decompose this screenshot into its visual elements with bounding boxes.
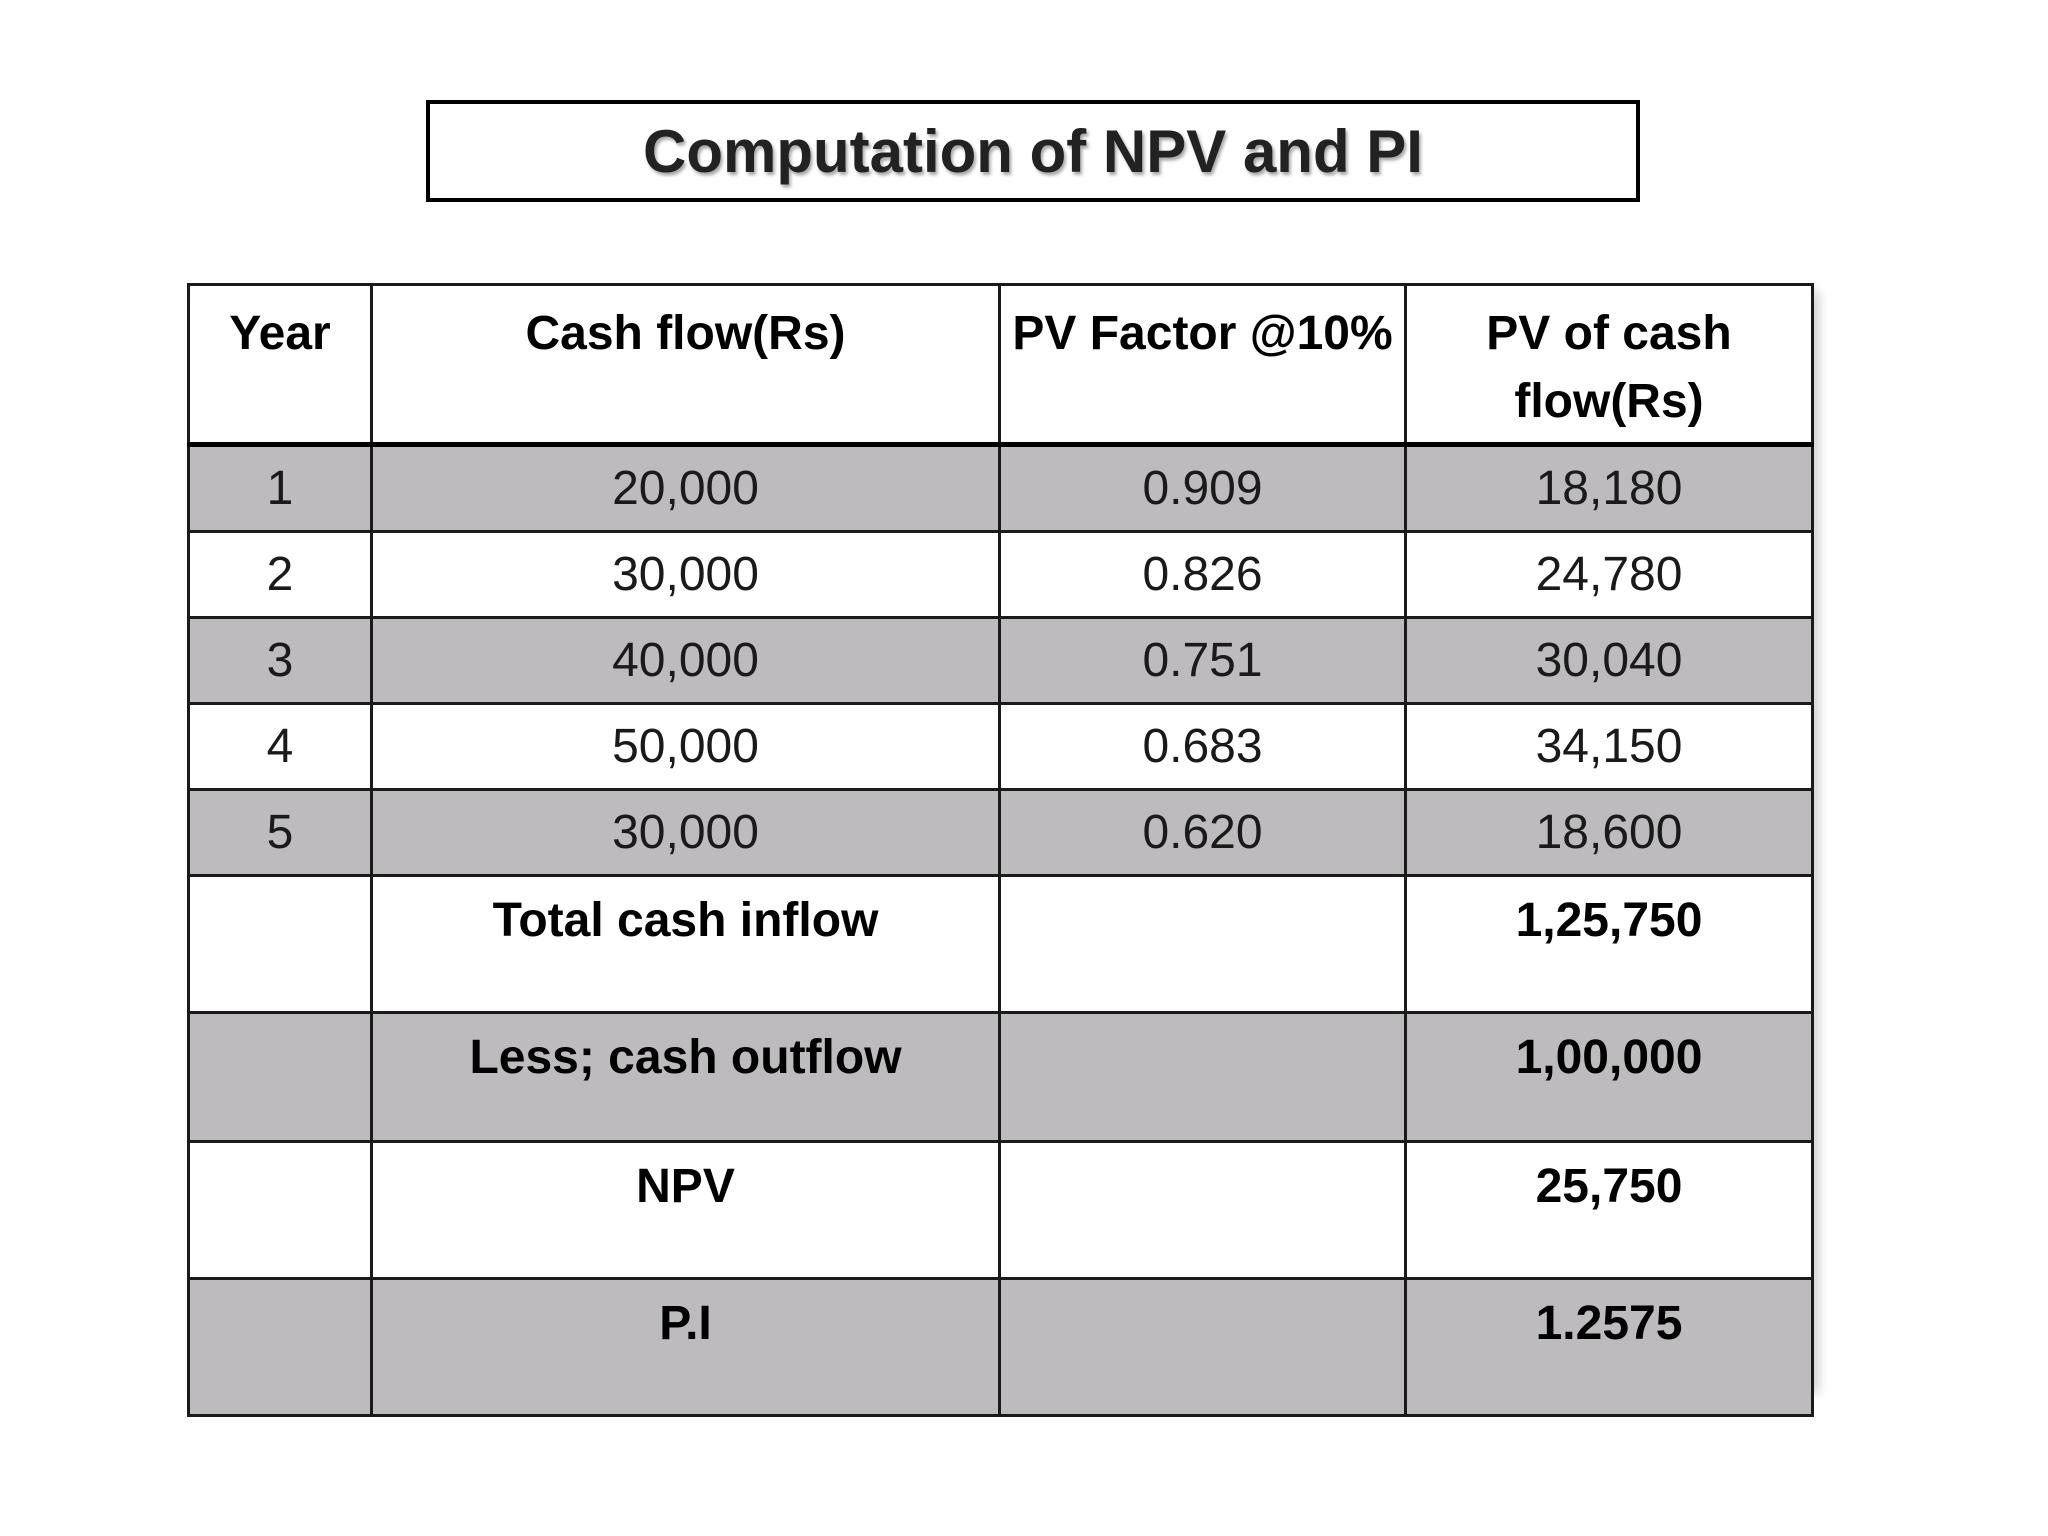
cell-cash-flow: 40,000 [372,618,1000,704]
cell-pv-cash-flow: 18,600 [1406,790,1813,876]
cell-empty [189,1279,372,1416]
table-row [189,790,1813,876]
table-row [189,532,1813,618]
cell-year: 4 [189,704,372,790]
cell-year: 3 [189,618,372,704]
cell-pv-cash-flow: 24,780 [1406,532,1813,618]
cell-empty [189,1013,372,1142]
cell-year: 2 [189,532,372,618]
cell-empty [189,1142,372,1279]
cell-empty [1000,876,1406,1013]
header-pv-cash-flow: PV of cash flow(Rs) [1406,285,1813,445]
cell-cash-flow: 30,000 [372,790,1000,876]
cell-pv-factor: 0.909 [1000,445,1406,532]
header-cash-flow: Cash flow(Rs) [372,285,1000,445]
cell-empty [1000,1279,1406,1416]
npv-table-wrapper [187,283,1811,1385]
header-pv-factor: PV Factor @10% [1000,285,1406,445]
summary-value: 25,750 [1406,1142,1813,1279]
table-row [189,704,1813,790]
cell-empty [189,876,372,1013]
summary-label: Total cash inflow [372,876,1000,1013]
title-box [426,100,1640,202]
cell-empty [1000,1142,1406,1279]
table-row [189,445,1813,532]
cell-cash-flow: 30,000 [372,532,1000,618]
cell-pv-cash-flow: 30,040 [1406,618,1813,704]
npv-table [187,283,1814,1417]
summary-value: 1,25,750 [1406,876,1813,1013]
page-title: Computation of NPV and PI [643,117,1423,185]
cell-year: 5 [189,790,372,876]
cell-year: 1 [189,445,372,532]
table-row [189,618,1813,704]
cell-empty [1000,1013,1406,1142]
cell-pv-cash-flow: 18,180 [1406,445,1813,532]
summary-value: 1,00,000 [1406,1013,1813,1142]
cell-cash-flow: 20,000 [372,445,1000,532]
summary-row-pi [189,1279,1813,1416]
cell-pv-cash-flow: 34,150 [1406,704,1813,790]
summary-row-total-inflow [189,876,1813,1013]
summary-value: 1.2575 [1406,1279,1813,1416]
summary-label: P.I [372,1279,1000,1416]
cell-pv-factor: 0.683 [1000,704,1406,790]
header-row [189,285,1813,445]
summary-label: NPV [372,1142,1000,1279]
summary-label: Less; cash outflow [372,1013,1000,1142]
cell-pv-factor: 0.620 [1000,790,1406,876]
cell-pv-factor: 0.826 [1000,532,1406,618]
summary-row-npv [189,1142,1813,1279]
header-year: Year [189,285,372,445]
summary-row-cash-outflow [189,1013,1813,1142]
cell-cash-flow: 50,000 [372,704,1000,790]
cell-pv-factor: 0.751 [1000,618,1406,704]
